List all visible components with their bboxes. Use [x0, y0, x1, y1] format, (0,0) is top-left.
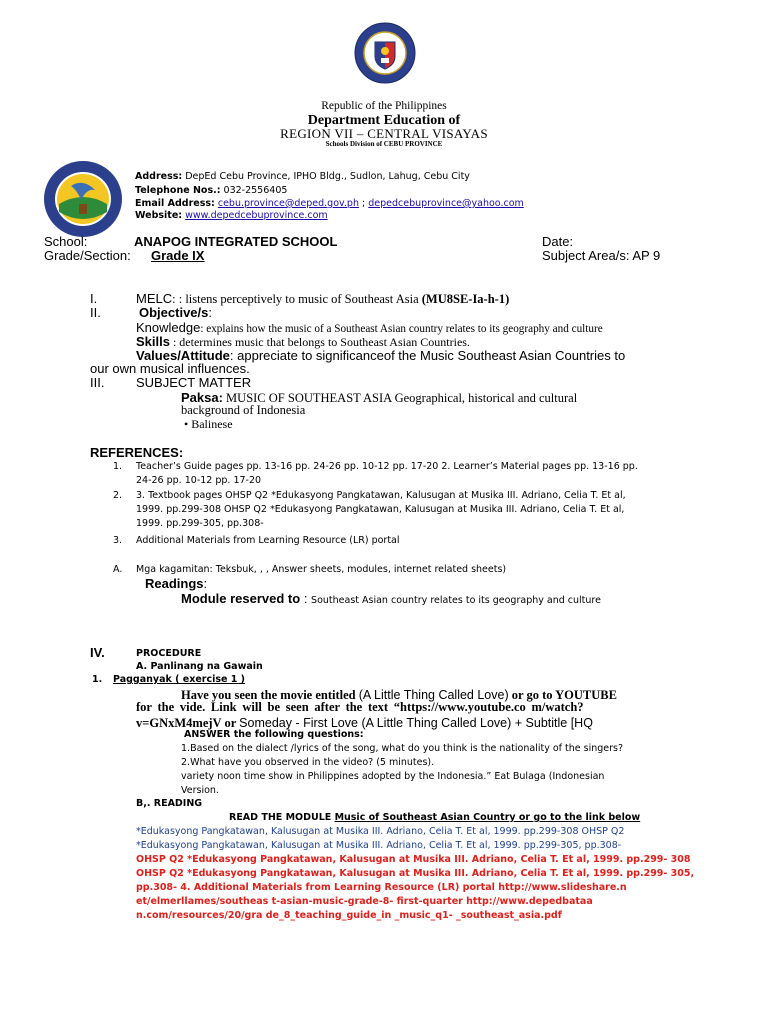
module-line [181, 590, 601, 608]
melc-number: I. [90, 291, 98, 306]
ref-item-2-line-3: 1999. pp.299-305, pp.308- [136, 518, 264, 529]
procedure-heading: PROCEDURE [136, 648, 202, 659]
read-module-line [229, 812, 640, 823]
question-line-1-b: (A Little Thing Called Love) [358, 688, 509, 702]
skills-label: Skills [136, 334, 170, 349]
address-value: DepEd Cebu Province, IPHO Bldg., Sudlon, Lahug, Cebu City [182, 171, 470, 182]
melc-text: : : listens perceptively to music of Southeast Asia [172, 292, 422, 306]
subject-matter-heading: SUBJECT MATTER [136, 375, 252, 390]
email-label: Email Address: [135, 198, 215, 209]
procedure-number: IV. [90, 645, 105, 660]
readings-colon: : [203, 576, 208, 591]
telephone-label: Telephone Nos.: [135, 185, 221, 196]
read-module-prefix: READ THE MODULE [229, 812, 335, 823]
module-text: Southeast Asian country relates to its geography and culture [311, 595, 601, 606]
read-module-link[interactable]: Music of Southeast Asian Country or go to the link below [334, 812, 641, 823]
ref-item-3-number: 3. [113, 535, 123, 546]
ref-item-1-line-2: 24-26 pp. 10-12 pp. 17-20 [136, 475, 262, 486]
answer-heading: ANSWER the following questions: [184, 729, 364, 740]
grade-label: Grade/Section: [44, 248, 131, 263]
readings-line [145, 576, 207, 591]
question-line-2: for the vide. Link will be seen after the text “https://www.youtube.co m/watch? [136, 700, 584, 714]
bullet-text: Balinese [191, 417, 233, 431]
grade-value: Grade IX [151, 248, 205, 263]
pagganyak-label: Pagganyak ( exercise 1 ) [113, 674, 246, 685]
email-line [135, 198, 524, 209]
website-label: Website: [135, 210, 183, 221]
question-1: 1.Based on the dialect /lyrics of the song, what do you think is the nationality of the singers? [181, 743, 624, 754]
email-separator: ; [358, 198, 369, 209]
readings-label: Readings [145, 576, 204, 591]
knowledge-text: : explains how the music of a Southeast Asian country relates to its geography and culture [200, 323, 603, 335]
deped-seal-logo [354, 22, 416, 84]
bullet-icon: • [184, 417, 189, 431]
procedure-sub-b: B,. READING [136, 798, 203, 809]
address-line [135, 171, 470, 182]
ref-item-1-number: 1. [113, 461, 123, 472]
knowledge-label: Knowledge [136, 320, 201, 335]
division-line: Schools Division of CEBU PROVINCE [325, 140, 443, 148]
school-value: ANAPOG INTEGRATED SCHOOL [134, 234, 338, 249]
bullet-item [184, 417, 233, 432]
values-text: : appreciate to significanceof the Music Southeast Asian Countries to [229, 348, 626, 363]
reference-red-line-3[interactable]: pp.308- 4. Additional Materials from Learning Resource (LR) portal http://www.slideshare.n [136, 882, 627, 893]
school-label: School: [44, 234, 88, 249]
question-2: 2.What have you observed in the video? (5 minutes). [181, 757, 435, 768]
references-heading: REFERENCES: [90, 445, 184, 460]
ref-item-2-number: 2. [113, 490, 123, 501]
reference-red-line-5[interactable]: n.com/resources/20/gra de_8_teaching_guide_in _music_q1- _southeast_asia.pdf [136, 910, 562, 921]
pagganyak-number: 1. [92, 674, 103, 685]
region-line: REGION VII – CENTRAL VISAYAS [280, 126, 488, 141]
reference-blue-line-2: *Edukasyong Pangkatawan, Kalusugan at Musika III. Adriano, Celia T. Et al, 1999. pp.299-305, pp.308- [136, 840, 622, 851]
question-line-1-a: Have you seen the movie entitled [181, 688, 359, 702]
values-text-continued: our own musical influences. [90, 361, 250, 376]
objectives-heading [139, 305, 212, 320]
ref-item-a-line-1: Mga kagamitan: Teksbuk, , , Answer sheets, modules, internet related sheets) [136, 564, 507, 575]
reference-red-line-4[interactable]: et/elmerllames/southeas t-asian-music-grade-8- first-quarter http://www.depedbataa [136, 896, 593, 907]
email-link-1[interactable]: cebu.province@deped.gov.ph [217, 198, 359, 209]
paksa-text-continued: background of Indonesia [181, 403, 306, 417]
question-3-line-1: variety noon time show in Philippines adopted by the Indonesia.” Eat Bulaga (Indonesian [181, 771, 605, 782]
address-label: Address: [135, 171, 183, 182]
telephone-value: 032-2556405 [220, 185, 288, 196]
objectives-number: II. [90, 305, 101, 320]
skills-text: : determines music that belongs to Southeast Asian Countries. [169, 335, 470, 349]
objectives-colon: : [208, 305, 212, 320]
ref-item-a-number: A. [113, 564, 123, 575]
objectives-label: Objective/s [139, 305, 209, 320]
module-colon: : [300, 591, 312, 606]
ref-item-3-line-1: Additional Materials from Learning Resource (LR) portal [136, 535, 400, 546]
question-line-1-c: or go to YOUTUBE [508, 688, 617, 702]
subject-matter-number: III. [90, 375, 105, 390]
values-label: Values/Attitude [136, 348, 230, 363]
subject-area-label: Subject Area/s: AP 9 [542, 248, 661, 263]
website-link[interactable]: www.depedcebuprovince.com [185, 210, 328, 221]
question-line-3-b: Someday - First Love (A Little Thing Called Love) + Subtitle [HQ [239, 716, 593, 730]
reference-blue-line-1: *Edukasyong Pangkatawan, Kalusugan at Musika III. Adriano, Celia T. Et al, 1999. pp.299-308 OHSP Q2 [136, 826, 625, 837]
cebu-division-seal-logo [43, 160, 123, 238]
website-line [135, 210, 328, 221]
melc-code: (MU8SE-Ia-h-1) [421, 292, 510, 306]
reference-red-line-2: OHSP Q2 *Edukasyong Pangkatawan, Kalusugan at Musika III. Adriano, Celia T. Et al, 1999. pp.299- 305, [136, 868, 695, 879]
telephone-line [135, 185, 287, 196]
procedure-sub-a: A. Panlinang na Gawain [136, 661, 263, 672]
department-line: Department Education of [307, 113, 461, 128]
question-3-line-2: Version. [181, 785, 219, 796]
paksa-label: Paksa: [181, 390, 223, 405]
republic-line: Republic of the Philippines [321, 100, 447, 112]
melc-label: MELC [136, 291, 173, 306]
reference-red-line-1: OHSP Q2 *Edukasyong Pangkatawan, Kalusugan at Musika III. Adriano, Celia T. Et al, 1999. pp.299- 308 [136, 854, 691, 865]
paksa-text: MUSIC OF SOUTHEAST ASIA Geographical, historical and cultural [222, 391, 578, 405]
ref-item-1-line-1: Teacher’s Guide pages pp. 13-16 pp. 24-26 pp. 10-12 pp. 17-20 2. Learner’s Material pages pp. 13-16 pp. [136, 461, 638, 472]
module-label: Module reserved to [181, 591, 301, 606]
ref-item-2-line-1: 3. Textbook pages OHSP Q2 *Edukasyong Pangkatawan, Kalusugan at Musika III. Adriano, Celia T. Et al, [136, 490, 626, 501]
date-label: Date: [542, 234, 574, 249]
question-line-3-a: v=GNxM4mejV or [136, 716, 240, 730]
ref-item-2-line-2: 1999. pp.299-308 OHSP Q2 *Edukasyong Pangkatawan, Kalusugan at Musika III. Adriano, Celia T. Et al, [136, 504, 625, 515]
email-link-2[interactable]: depedcebuprovince@yahoo.com [368, 198, 524, 209]
